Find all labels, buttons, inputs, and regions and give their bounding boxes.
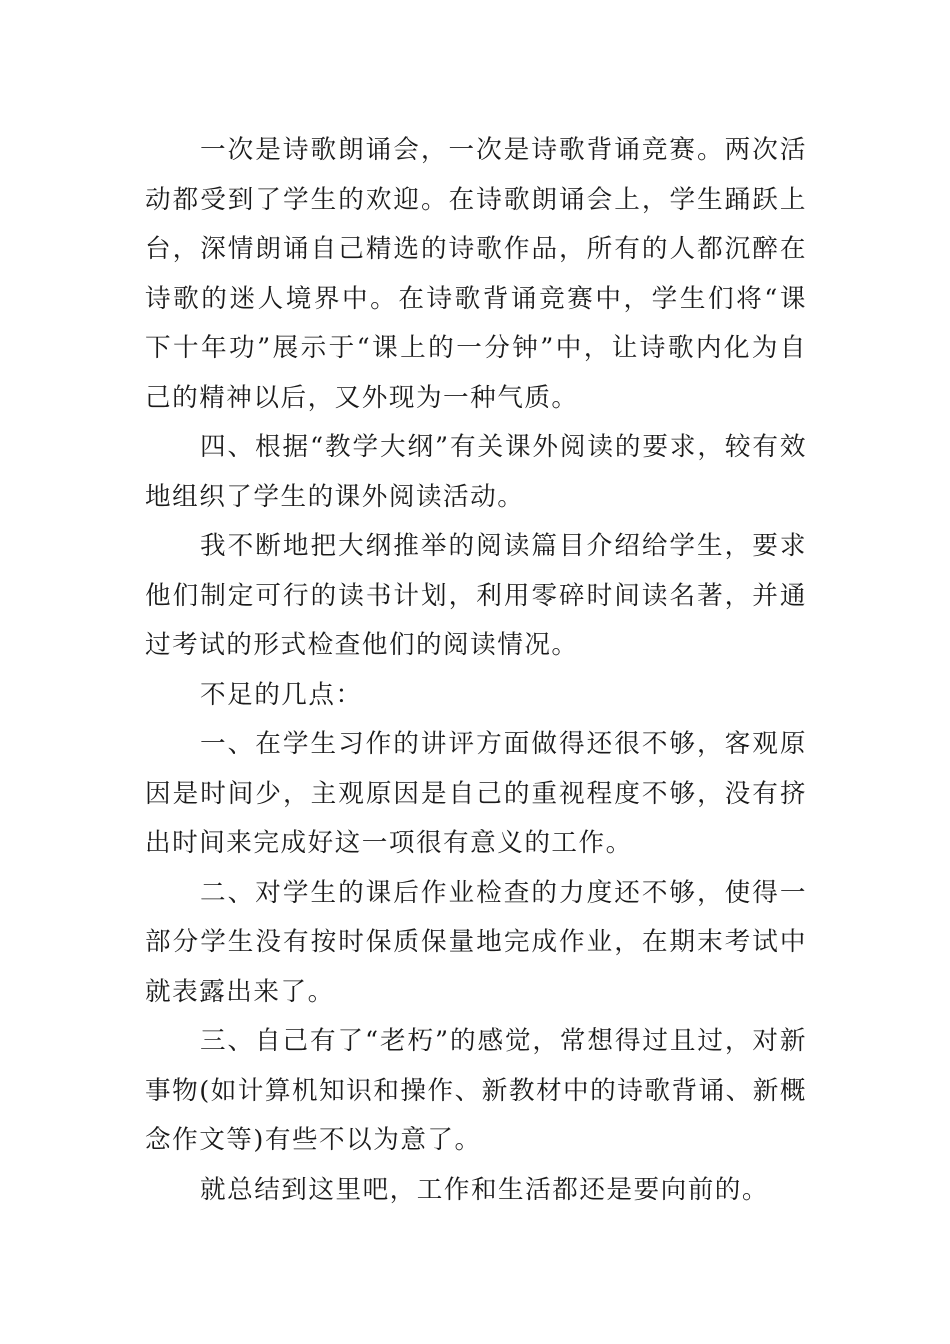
paragraph-extracurricular-reading-heading: 四、根据“教学大纲”有关课外阅读的要求，较有效地组织了学生的课外阅读活动。 [145, 432, 807, 512]
paragraph-shortcoming-one: 一、在学生习作的讲评方面做得还很不够，客观原因是时间少，主观原因是自己的重视程度不够，没有挤出时间来完成好这一项很有意义的工作。 [145, 729, 807, 858]
paragraph-conclusion: 就总结到这里吧，工作和生活都还是要向前的。 [200, 1174, 769, 1205]
paragraph-reading-plan: 我不断地把大纲推举的阅读篇目介绍给学生，要求他们制定可行的读书计划，利用零碎时间读名著，并通过考试的形式检查他们的阅读情况。 [145, 531, 807, 660]
paragraph-poetry-activities: 一次是诗歌朗诵会，一次是诗歌背诵竞赛。两次活动都受到了学生的欢迎。在诗歌朗诵会上，学生踊跃上台，深情朗诵自己精选的诗歌作品，所有的人都沉醉在诗歌的迷人境界中。在诗歌背诵竞赛中，学生们将“课下十年功”展示于“课上的一分钟”中，让诗歌内化为自己的精神以后，又外现为一种气质。 [145, 135, 807, 413]
paragraph-shortcoming-three: 三、自己有了“老朽”的感觉，常想得过且过，对新事物(如计算机知识和操作、新教材中的诗歌背诵、新概念作文等)有些不以为意了。 [145, 1026, 807, 1155]
document-body [145, 126, 807, 1215]
paragraph-shortcoming-two: 二、对学生的课后作业检查的力度还不够，使得一部分学生没有按时保质保量地完成作业，在期末考试中就表露出来了。 [145, 877, 807, 1007]
paragraph-shortcomings-heading: 不足的几点： [200, 679, 363, 710]
